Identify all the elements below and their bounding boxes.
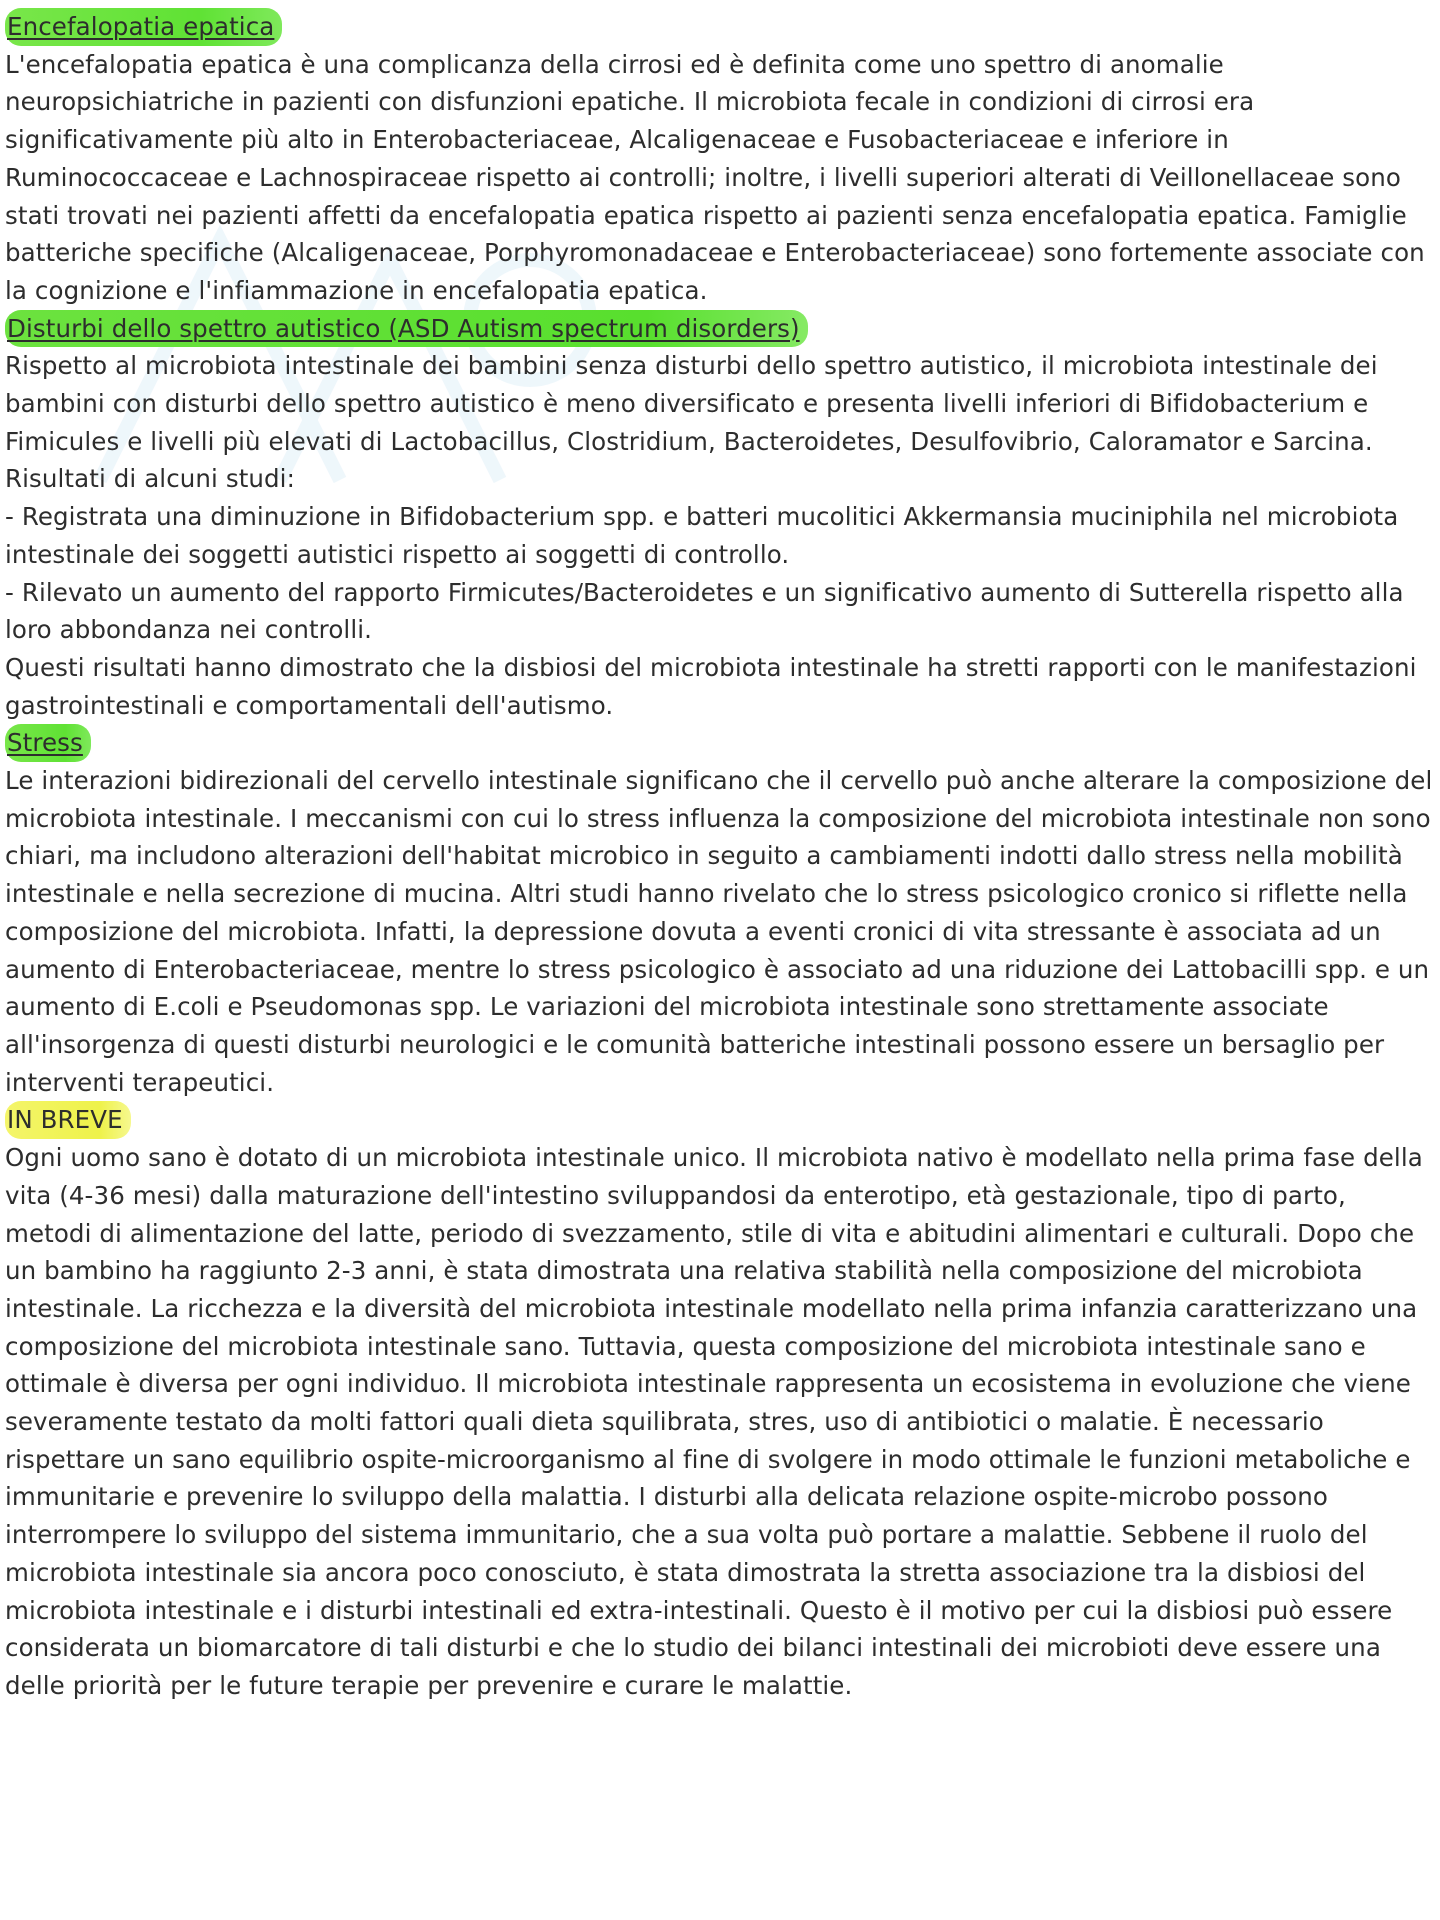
section-paragraph: Ogni uomo sano è dotato di un microbiota intestinale unico. Il microbiota nativo è modellato nella prima fase della vita (4-36 mesi) dalla maturazione dell'intestino sviluppandosi da enterotipo, età gestazionale, tipo di parto, metodi di alimentazione del latte, periodo di svezzamento, stile di vita e abitudini alimentari e culturali. Dopo che un bambino ha raggiunto 2-3 anni, è stata dimostrata una relativa stabilità nella composizione del microbiota intestinale. La ricchezza e la diversità del microbiota intestinale modellato nella prima infanzia caratterizzano una composizione del microbiota intestinale sano. Tuttavia, questa composizione del microbiota intestinale sano e ottimale è diversa per ogni individuo. Il microbiota intestinale rappresenta un ecosistema in evoluzione che viene severamente testato da molti fattori quali dieta squilibrata, stres, uso di antibiotici o malatie. È necessario rispettare un sano equilibrio ospite-microorganismo al fine di svolgere in modo ottimale le funzioni metaboliche e immunitarie e prevenire lo sviluppo della malattia. I disturbi alla delicata relazione ospite-microbo possono interrompere lo sviluppo del sistema immunitario, che a sua volta può portare a malattie. Sebbene il ruolo del microbiota intestinale sia ancora poco conosciuto, è stata dimostrata la stretta associazione tra la disbiosi del microbiota intestinale e i disturbi intestinali ed extra-intestinali. Questo è il motivo per cui la disbiosi può essere considerata un biomarcatore di tali disturbi e che lo studio dei bilanci intestinali dei microbioti deve essere una delle priorità per le future terapie per prevenire e curare le malattie. — [5, 1143, 1423, 1700]
section-paragraph: Questi risultati hanno dimostrato che la disbiosi del microbiota intestinale ha stretti rapporti con le manifestazioni gastrointestinali e comportamentali dell'autismo. — [5, 652, 1417, 720]
section-paragraph: Le interazioni bidirezionali del cervello intestinale significano che il cervello può anche alterare la composizione del microbiota intestinale. I meccanismi con cui lo stress influenza la composizione del microbiota intestinale non sono chiari, ma includono alterazioni dell'habitat microbico in seguito a cambiamenti indotti dallo stress nella mobilità intestinale e nella secrezione di mucina. Altri studi hanno rivelato che lo stress psicologico cronico si riflette nella composizione del microbiota. Infatti, la depressione dovuta a eventi cronici di vita stressante è associata ad un aumento di Enterobacteriaceae, mentre lo stress psicologico è associato ad una riduzione dei Lattobacilli spp. e un aumento di E.coli e Pseudomonas spp. Le variazioni del microbiota intestinale sono strettamente associate all'insorgenza di questi disturbi neurologici e le comunità batteriche intestinali possono essere un bersaglio per interventi terapeutici. — [5, 766, 1433, 1097]
section-encefalopatia — [5, 8, 1433, 310]
section-stress — [5, 724, 1433, 1101]
section-heading: Stress — [5, 724, 91, 762]
bullet-item: - Registrata una diminuzione in Bifidobacterium spp. e batteri mucolitici Akkermansia muciniphila nel microbiota intestinale dei soggetti autistici rispetto ai soggetti di controllo. — [5, 502, 1399, 569]
section-heading: IN BREVE — [5, 1101, 131, 1139]
section-asd — [5, 310, 1433, 725]
section-paragraph: Rispetto al microbiota intestinale dei bambini senza disturbi dello spettro autistico, il microbiota intestinale dei bambini con disturbi dello spettro autistico è meno diversificato e presenta livelli inferiori di Bifidobacterium e Fimicules e livelli più elevati di Lactobacillus, Clostridium, Bacteroidetes, Desulfovibrio, Caloramator e Sarcina. Risultati di alcuni studi: — [5, 351, 1378, 494]
section-paragraph: L'encefalopatia epatica è una complicanza della cirrosi ed è definita come uno spettro di anomalie neuropsichiatriche in pazienti con disfunzioni epatiche. Il microbiota fecale in condizioni di cirrosi era significativamente più alto in Enterobacteriaceae, Alcaligenaceae e Fusobacteriaceae e inferiore in Ruminococcaceae e Lachnospiraceae rispetto ai controlli; inoltre, i livelli superiori alterati di Veillonellaceae sono stati trovati nei pazienti affetti da encefalopatia epatica rispetto ai pazienti senza encefalopatia epatica. Famiglie batteriche specifiche (Alcaligenaceae, Porphyromonadaceae e Enterobacteriaceae) sono fortemente associate con la cognizione e l'infiammazione in encefalopatia epatica. — [5, 49, 1425, 305]
section-heading: Disturbi dello spettro autistico (ASD Autism spectrum disorders) — [5, 310, 808, 348]
section-in-breve — [5, 1101, 1433, 1704]
section-heading: Encefalopatia epatica — [5, 8, 282, 46]
notes-content — [5, 8, 1433, 1705]
bullet-item: - Rilevato un aumento del rapporto Firmicutes/Bacteroidetes e un significativo aumento di Sutterella rispetto alla loro abbondanza nei controlli. — [5, 577, 1404, 645]
